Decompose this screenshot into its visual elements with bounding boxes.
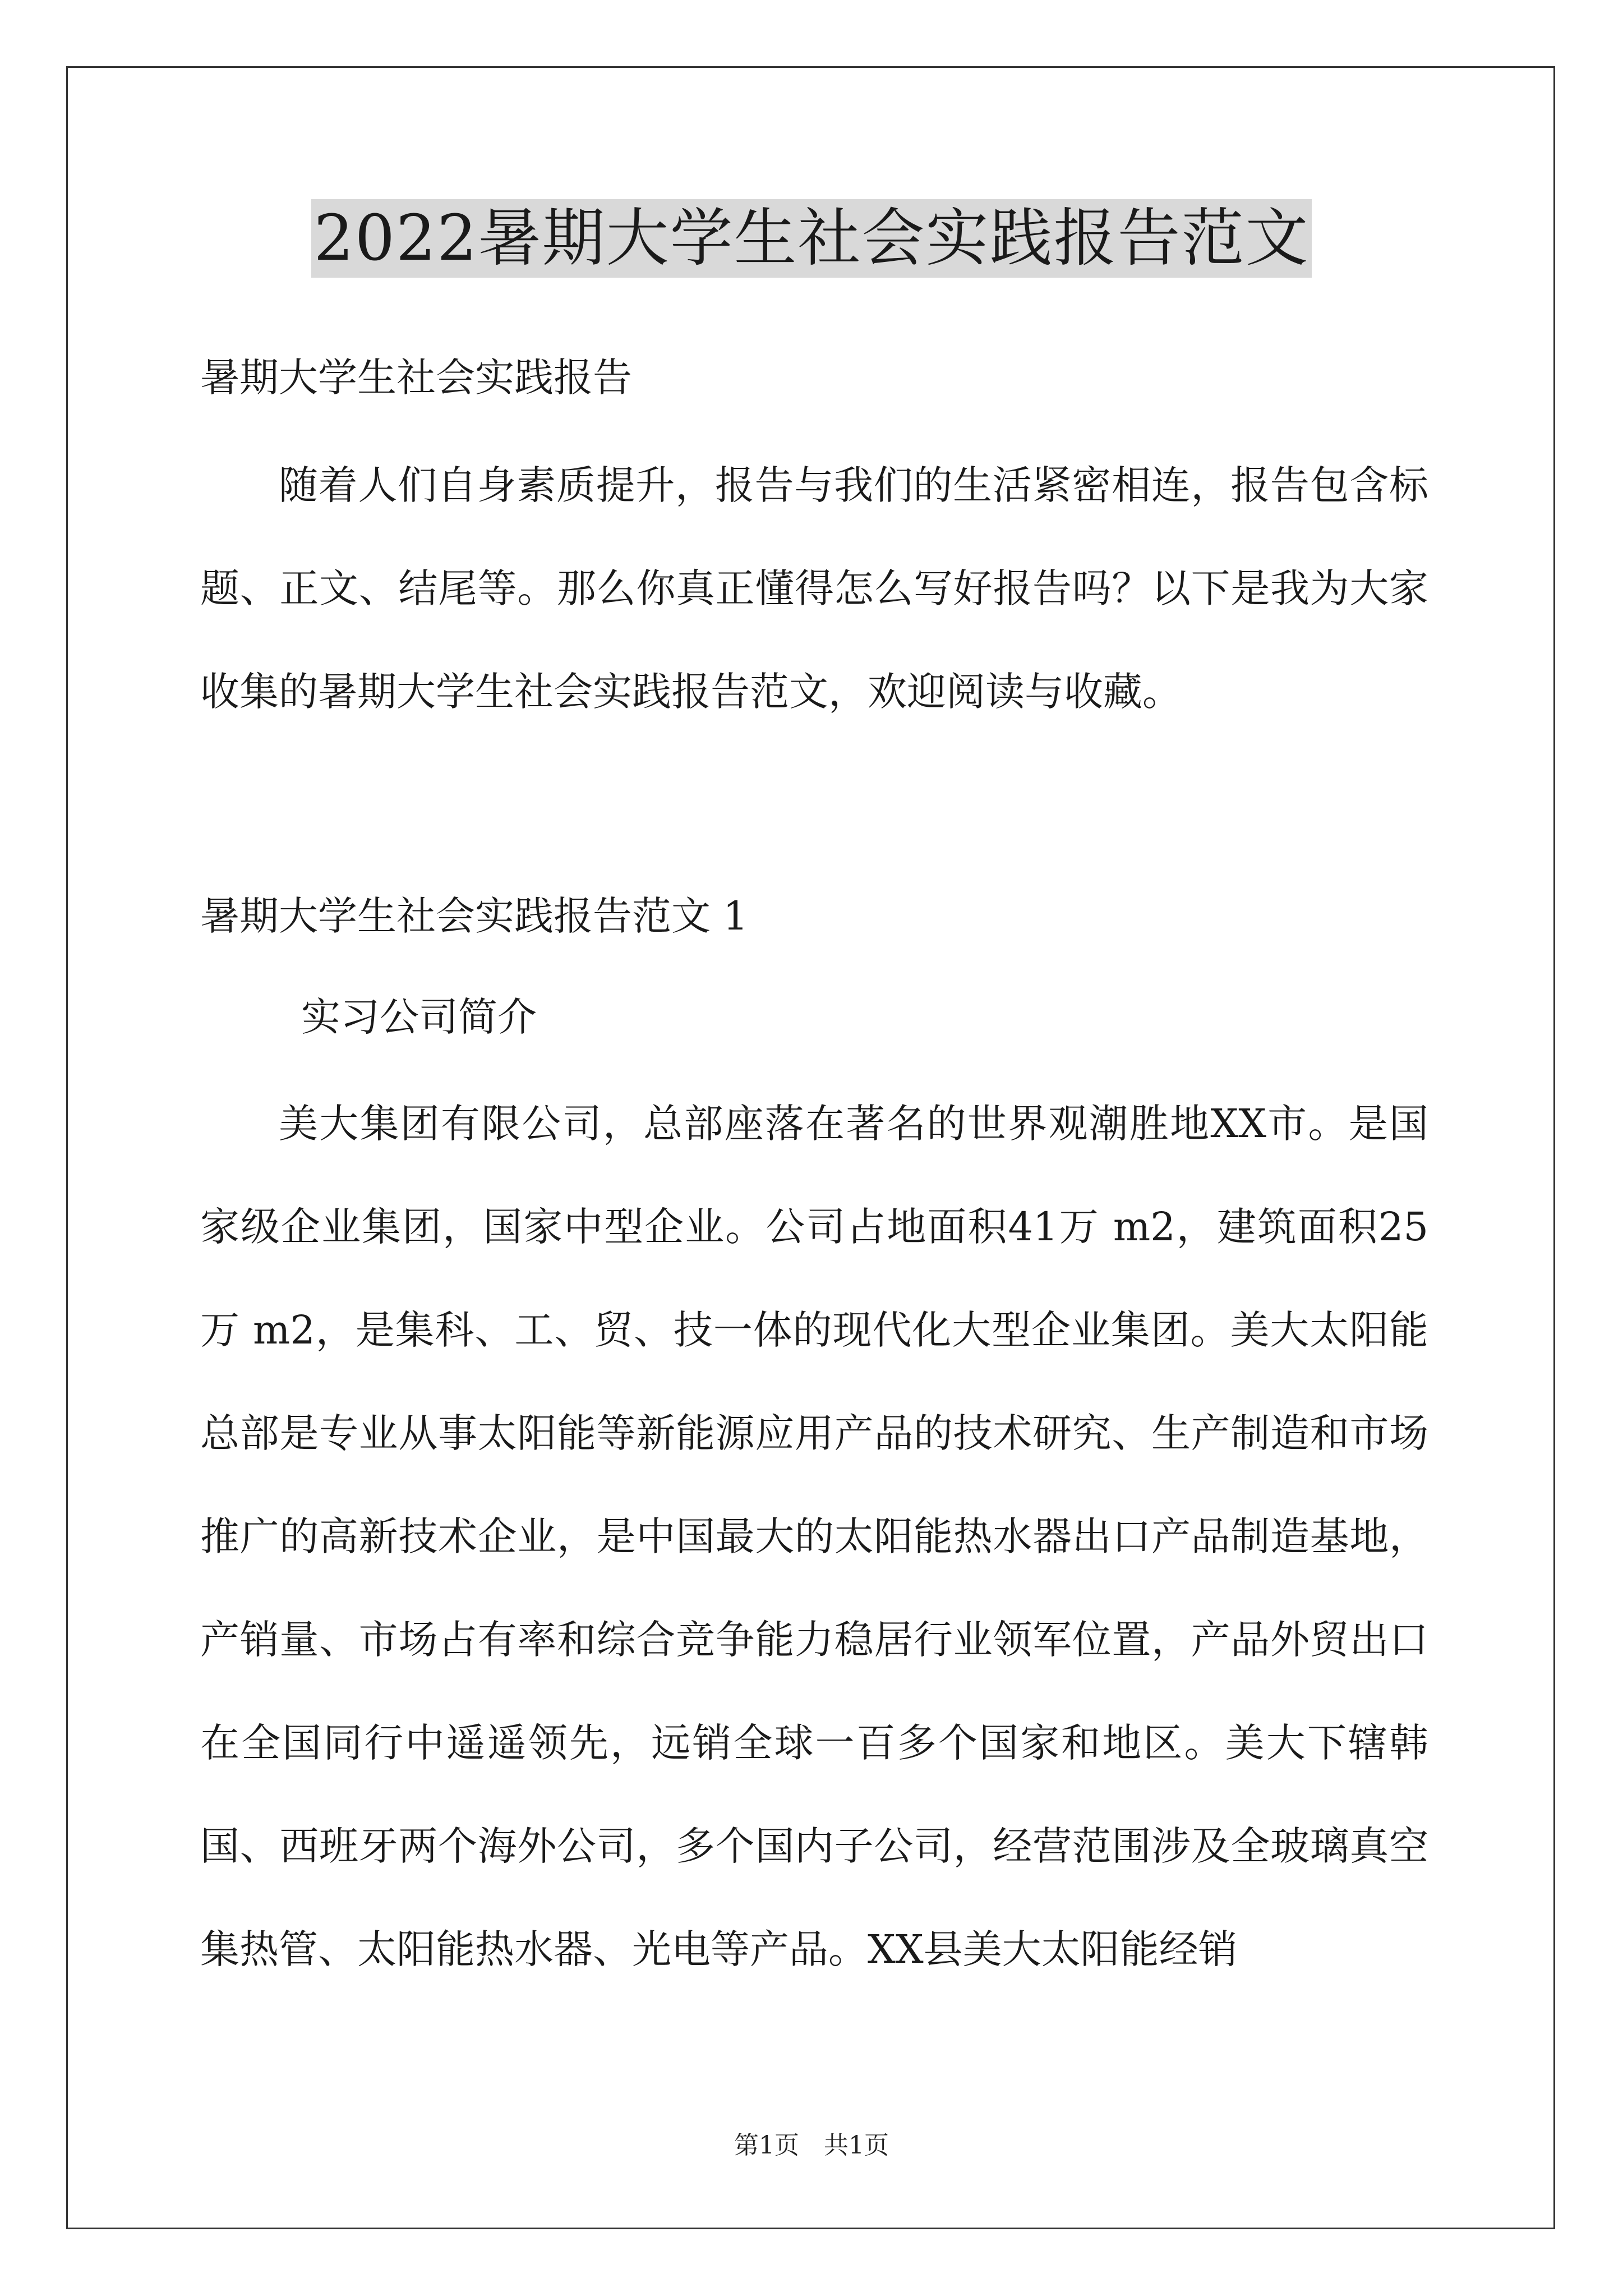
document-title: 2022暑期大学生社会实践报告范文 xyxy=(311,199,1311,278)
page-footer: 第1页 共1页 xyxy=(734,2131,889,2160)
body-paragraph: 美大集团有限公司，总部座落在著名的世界观潮胜地XX市。是国家级企业集团，国家中型企业。公司占地面积41万 m2，建筑面积25万 m2，是集科、工、贸、技一体的现代化大型企业集团。美大太阳能总部是专业从事太阳能等新能源应用产品的技术研究、生产制造和市场推广的高新技术企业，是中国最大的太阳能热水器出口产品制造基地，产销量、市场占有率和综合竞争能力稳居行业领军位置，产品外贸出口在全国同行中遥遥领先，远销全球一百多个国家和地区。美大下辖韩国、西班牙两个海外公司，多个国内子公司，经营范围涉及全玻璃真空集热管、太阳能热水器、光电等产品。XX县美大太阳能经销 xyxy=(200,1101,1428,1972)
section-title: 暑期大学生社会实践报告范文 1 xyxy=(200,893,748,939)
title-container xyxy=(0,199,1623,278)
subtitle: 暑期大学生社会实践报告 xyxy=(200,355,632,401)
intro-paragraph: 随着人们自身素质提升，报告与我们的生活紧密相连，报告包含标题、正文、结尾等。那么你真正懂得怎么写好报告吗？以下是我为大家收集的暑期大学生社会实践报告范文，欢迎阅读与收藏。 xyxy=(200,462,1428,715)
subsection-title: 实习公司简介 xyxy=(301,994,537,1040)
